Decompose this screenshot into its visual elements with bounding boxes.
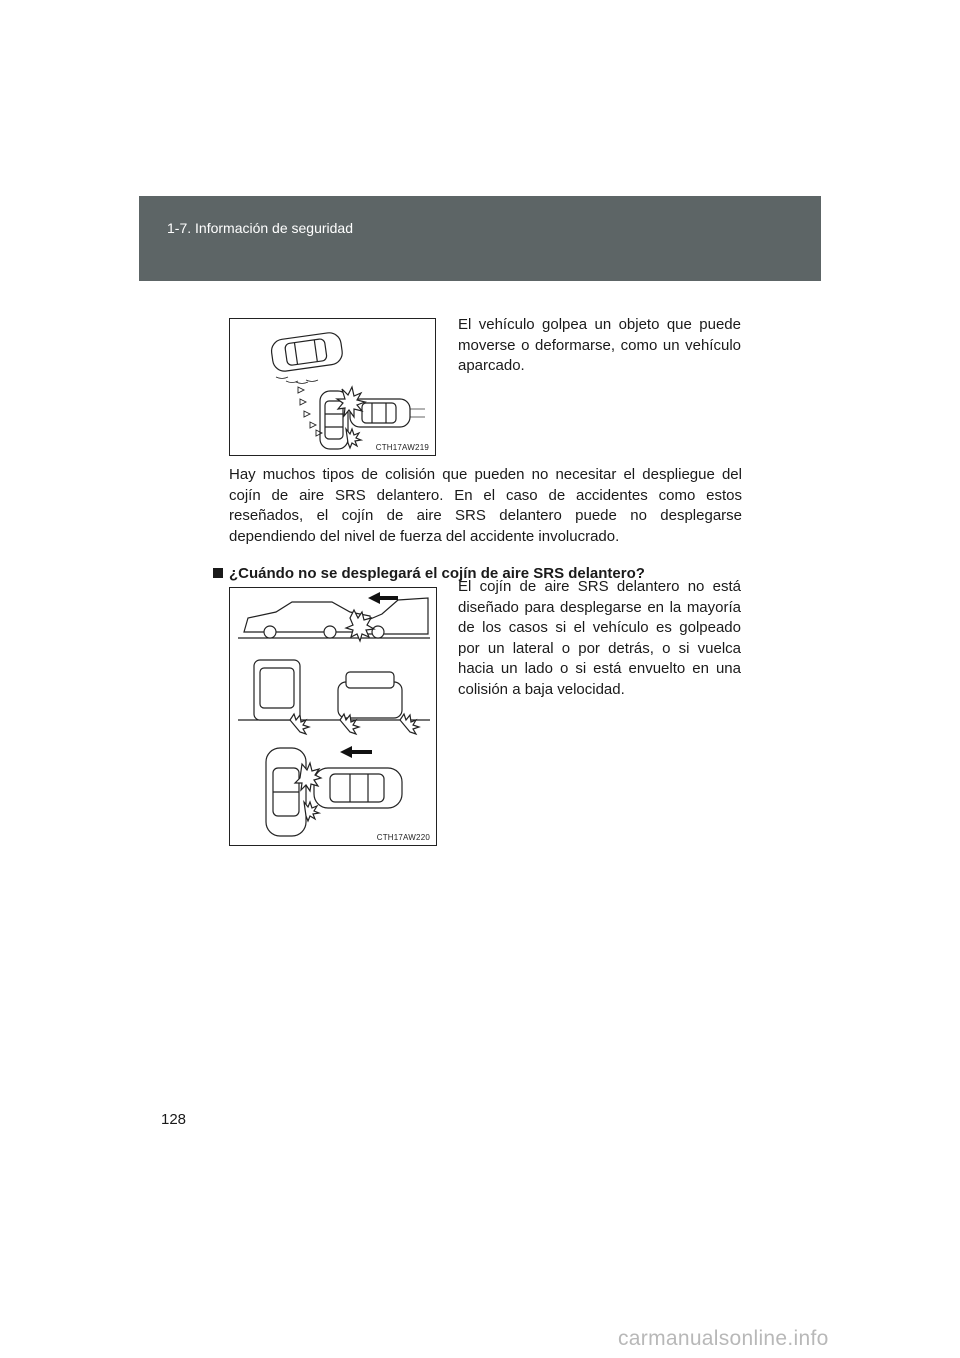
page-number: 128 bbox=[161, 1111, 187, 1128]
figure-code: CTH17AW220 bbox=[376, 833, 430, 842]
figure-parked-vehicle-collision bbox=[229, 318, 436, 456]
side-rollover-rear-collision-icon bbox=[230, 588, 438, 847]
collision-illustration-icon bbox=[230, 319, 437, 457]
figure2-caption: El cojín de aire SRS delantero no está diseñado para desplegarse en la mayoría de los casos si el vehículo es golpeado por un lateral o por detrás, o si vuelca hacia un lado o si está envuelto en una colisión a baja velocidad. bbox=[458, 578, 741, 698]
square-bullet-icon bbox=[213, 568, 223, 578]
figure-code: CTH17AW219 bbox=[375, 443, 429, 452]
watermark-text: carmanualsonline.info bbox=[618, 1327, 829, 1350]
section-heading-text: ¿Cuándo no se desplegará el cojín de aire SRS delantero? bbox=[229, 565, 645, 582]
figure1-caption: El vehículo golpea un objeto que puede moverse o deformarse, como un vehículo aparcado. bbox=[458, 316, 741, 374]
section-title: 1-7. Información de seguridad bbox=[167, 220, 353, 236]
section-header-band bbox=[139, 196, 821, 281]
figure-non-deployment-collisions bbox=[229, 587, 437, 846]
body-paragraph: Hay muchos tipos de colisión que pueden no necesitar el despliegue del cojín de aire SRS delantero. En el caso de accidentes como estos reseñados, el cojín de aire SRS delantero puede no desplegarse dependiendo del nivel de fuerza del accidente involucrado. bbox=[229, 466, 742, 545]
